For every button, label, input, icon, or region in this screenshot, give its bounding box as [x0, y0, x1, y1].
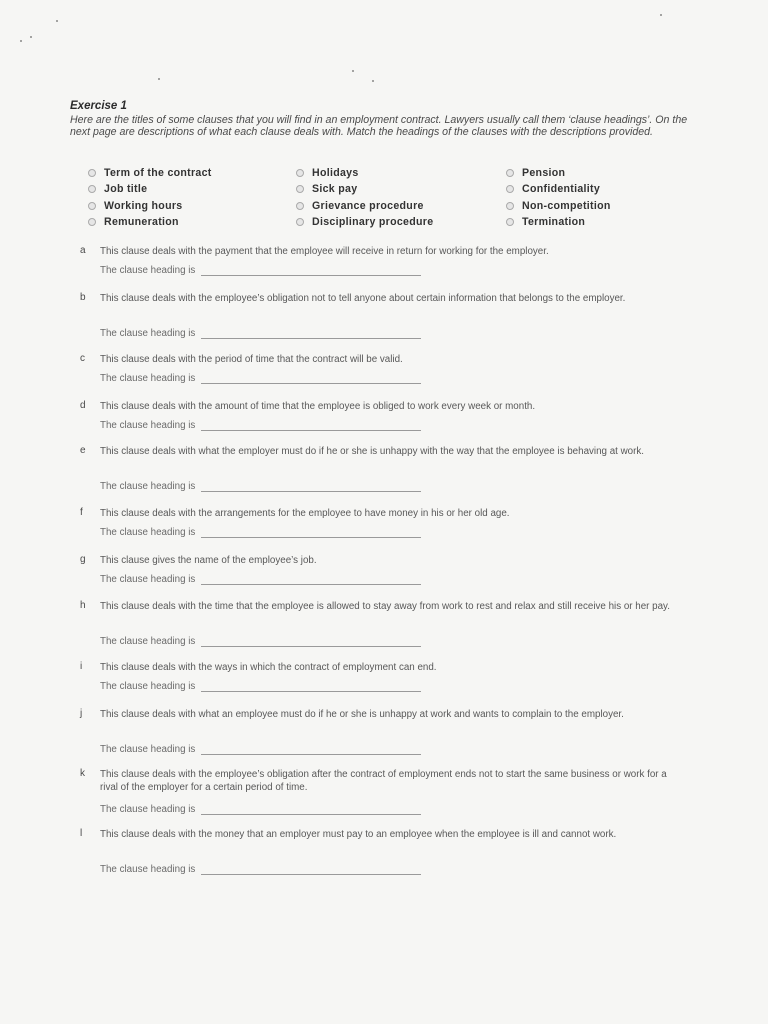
answer-label: The clause heading is	[100, 481, 196, 492]
bullet-icon	[296, 185, 304, 193]
answer-row	[100, 681, 421, 692]
clause-heading-label: Termination	[522, 216, 586, 228]
clause-heading-label: Confidentiality	[522, 183, 601, 195]
clause-heading-item	[88, 183, 296, 196]
answer-row	[100, 527, 421, 538]
clause-heading-item	[506, 166, 646, 179]
clause-description: This clause deals with the arrangements for the employee to have money in his or her old age.	[100, 508, 510, 519]
answer-label: The clause heading is	[100, 744, 196, 755]
clause-letter: l	[80, 828, 83, 839]
answer-blank-line[interactable]	[201, 527, 421, 538]
clause-heading-label: Grievance procedure	[312, 199, 424, 212]
clause-item	[80, 768, 680, 818]
bullet-icon	[296, 218, 304, 226]
exercise-title: Exercise 1	[70, 100, 127, 112]
clause-heading-label: Working hours	[104, 199, 183, 212]
clause-heading-label: Holidays	[312, 166, 359, 179]
bullet-icon	[506, 202, 514, 210]
bullet-icon	[88, 185, 96, 193]
clause-letter: a	[80, 245, 86, 256]
clause-heading-item	[506, 216, 646, 229]
clause-description: This clause deals with the amount of time that the employee is obliged to work every week or month.	[100, 401, 536, 412]
answer-blank-line[interactable]	[201, 681, 421, 692]
clause-item	[80, 400, 680, 450]
clause-letter: e	[80, 445, 86, 456]
answer-label: The clause heading is	[100, 265, 196, 276]
clause-heading-label: Sick pay	[312, 183, 358, 195]
answer-row	[100, 574, 421, 585]
clause-letter: k	[80, 768, 85, 779]
clause-heading-label: Term of the contract	[104, 166, 212, 179]
answer-blank-line[interactable]	[201, 636, 421, 647]
clause-heading-item	[296, 199, 506, 212]
answer-row	[100, 804, 421, 815]
answer-blank-line[interactable]	[201, 265, 421, 276]
clause-heading-item	[88, 216, 296, 229]
clause-headings-list	[88, 166, 648, 229]
answer-blank-line[interactable]	[201, 481, 421, 492]
answer-row	[100, 481, 421, 492]
bullet-icon	[506, 218, 514, 226]
answer-label: The clause heading is	[100, 574, 196, 585]
clause-letter: b	[80, 292, 86, 303]
answer-row	[100, 265, 421, 276]
answer-label: The clause heading is	[100, 373, 196, 384]
clause-heading-item	[88, 199, 296, 212]
clause-item	[80, 600, 680, 650]
clause-heading-item	[296, 183, 506, 196]
clause-description: This clause deals with what an employee must do if he or she is unhappy at work and wants to complain to the employer.	[100, 709, 624, 720]
clause-description: This clause deals with what the employer must do if he or she is unhappy with the way that the employee is behaving at work.	[100, 446, 645, 457]
clause-description: This clause deals with the payment that the employee will receive in return for working for the employer.	[100, 246, 549, 257]
answer-blank-line[interactable]	[201, 373, 421, 384]
answer-row	[100, 328, 421, 339]
answer-blank-line[interactable]	[201, 864, 421, 875]
answer-row	[100, 373, 421, 384]
clause-description: This clause deals with the employee’s obligation not to tell anyone about certain information that belongs to the employer.	[100, 293, 626, 304]
bullet-icon	[296, 202, 304, 210]
clause-item	[80, 507, 680, 557]
clause-item	[80, 661, 680, 711]
clause-letter: h	[80, 600, 86, 611]
answer-blank-line[interactable]	[201, 574, 421, 585]
clause-letter: f	[80, 507, 83, 518]
exercise-instructions: Here are the titles of some clauses that you will find in an employment contract. Lawyers usually call them ‘clause headings’. On the next page are descriptions of what each clause deals with. Match the headings of the clauses with the descriptions provided.	[70, 114, 688, 139]
bullet-icon	[88, 218, 96, 226]
answer-label: The clause heading is	[100, 804, 196, 815]
clause-description: This clause deals with the employee’s obligation after the contract of employment ends not to start the same business or work for a rival of the employer for a certain period of time.	[100, 769, 667, 793]
clause-item	[80, 828, 680, 878]
clause-item	[80, 554, 680, 604]
clause-letter: c	[80, 353, 85, 364]
answer-row	[100, 636, 421, 647]
clause-item	[80, 292, 680, 342]
answer-blank-line[interactable]	[201, 328, 421, 339]
answer-label: The clause heading is	[100, 527, 196, 538]
answer-row	[100, 744, 421, 755]
bullet-icon	[88, 169, 96, 177]
answer-row	[100, 420, 421, 431]
bullet-icon	[506, 185, 514, 193]
clause-letter: d	[80, 400, 86, 411]
bullet-icon	[296, 169, 304, 177]
clause-heading-item	[506, 183, 646, 196]
answer-label: The clause heading is	[100, 864, 196, 875]
clause-letter: j	[80, 708, 83, 719]
answer-label: The clause heading is	[100, 636, 196, 647]
clause-letter: i	[80, 661, 83, 672]
bullet-icon	[506, 169, 514, 177]
clause-heading-item	[296, 216, 506, 229]
clause-heading-label: Pension	[522, 166, 566, 179]
clause-heading-item	[88, 166, 296, 179]
answer-label: The clause heading is	[100, 681, 196, 692]
answer-blank-line[interactable]	[201, 804, 421, 815]
clause-description: This clause deals with the time that the employee is allowed to stay away from work to rest and relax and still receive his or her pay.	[100, 601, 670, 612]
answer-row	[100, 864, 421, 875]
answer-blank-line[interactable]	[201, 744, 421, 755]
clause-heading-label: Remuneration	[104, 216, 179, 228]
answer-label: The clause heading is	[100, 420, 196, 431]
clause-description: This clause deals with the money that an employer must pay to an employee when the employee is ill and cannot work.	[100, 829, 617, 840]
answer-blank-line[interactable]	[201, 420, 421, 431]
clause-item	[80, 708, 680, 758]
clause-description: This clause deals with the period of time that the contract will be valid.	[100, 354, 403, 365]
clause-heading-item	[296, 166, 506, 179]
clause-item	[80, 245, 680, 295]
clause-heading-label: Non-competition	[522, 199, 611, 212]
clause-description: This clause gives the name of the employee’s job.	[100, 555, 317, 566]
clause-heading-label: Disciplinary procedure	[312, 216, 434, 228]
answer-label: The clause heading is	[100, 328, 196, 339]
clause-description: This clause deals with the ways in which the contract of employment can end.	[100, 662, 437, 673]
clause-item	[80, 353, 680, 403]
clause-heading-item	[506, 199, 646, 212]
clause-heading-label: Job title	[104, 183, 148, 195]
bullet-icon	[88, 202, 96, 210]
clause-item	[80, 445, 680, 495]
exercise-block	[70, 100, 710, 139]
clause-letter: g	[80, 554, 86, 565]
